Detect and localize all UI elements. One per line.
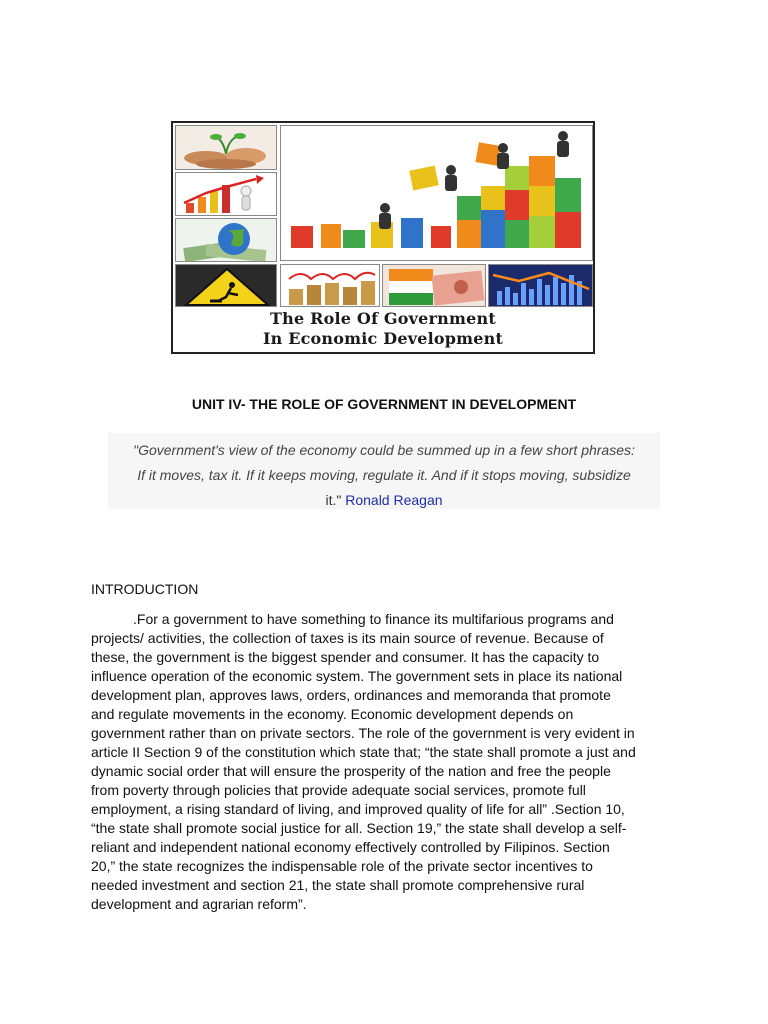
body-line: from poverty through policies that provide adequate social services, promote full xyxy=(91,782,586,798)
body-line: article II Section 9 of the constitution which state that; “the state shall promote a just and xyxy=(91,744,636,760)
flag-money-icon xyxy=(382,264,486,307)
quote-line-3: it." xyxy=(325,492,342,508)
body-line: .For a government to have something to finance its multifarious programs and xyxy=(133,611,614,627)
body-line: “the state shall promote social justice for all. Section 19,” the state shall develop a self- xyxy=(91,820,627,836)
body-line: 20,” the state recognizes the indispensable role of the private sector incentives to xyxy=(91,858,593,874)
body-line: influence operation of the economic system. The government sets in place its national xyxy=(91,668,623,684)
cover-figure xyxy=(171,121,595,354)
body-line: reliant and independent national economy effectively controlled by Filipinos. Section xyxy=(91,839,610,855)
unit-title: UNIT IV- THE ROLE OF GOVERNMENT IN DEVELOPMENT xyxy=(191,396,577,412)
body-paragraph xyxy=(91,610,681,914)
puzzle-people-icon xyxy=(280,125,593,261)
body-line: development and agrarian reform”. xyxy=(91,896,307,912)
body-line: government rather than on private sectors. The role of the government is very evident in xyxy=(91,725,635,741)
quote-block xyxy=(108,433,660,509)
body-line: projects/ activities, the collection of taxes is its main source of revenue. Because of xyxy=(91,630,604,646)
quote-line-2: If it moves, tax it. If it keeps moving, regulate it. And if it stops moving, subsidize xyxy=(137,467,631,483)
caption-line-1: The Role Of Government xyxy=(270,309,496,328)
coin-stacks-icon xyxy=(280,264,380,307)
body-line: and regulate movements in the economy. Economic development depends on xyxy=(91,706,574,722)
body-line: employment, a rising standard of living, and improved quality of life for all” .Section 10, xyxy=(91,801,625,817)
body-line: these, the government is the biggest spender and consumer. It has the capacity to xyxy=(91,649,600,665)
coins-plant-icon xyxy=(175,125,277,170)
construction-sign-icon xyxy=(175,264,277,307)
section-heading: INTRODUCTION xyxy=(91,581,199,597)
figure-caption xyxy=(173,309,593,353)
body-line: needed investment and section 21, the state shall promote comprehensive rural xyxy=(91,877,585,893)
body-line: dynamic social order that will ensure the prosperity of the nation and free the people xyxy=(91,763,611,779)
globe-money-icon xyxy=(175,218,277,262)
quote-author: Ronald Reagan xyxy=(345,492,443,508)
quote-line-1: "Government's view of the economy could be summed up in a few short phrases: xyxy=(133,442,635,458)
caption-line-2: In Economic Development xyxy=(262,329,504,348)
growth-chart-person-icon xyxy=(175,172,277,216)
body-line: development plan, approves laws, orders, ordinances and memoranda that promote xyxy=(91,687,611,703)
stock-chart-icon xyxy=(488,264,593,307)
